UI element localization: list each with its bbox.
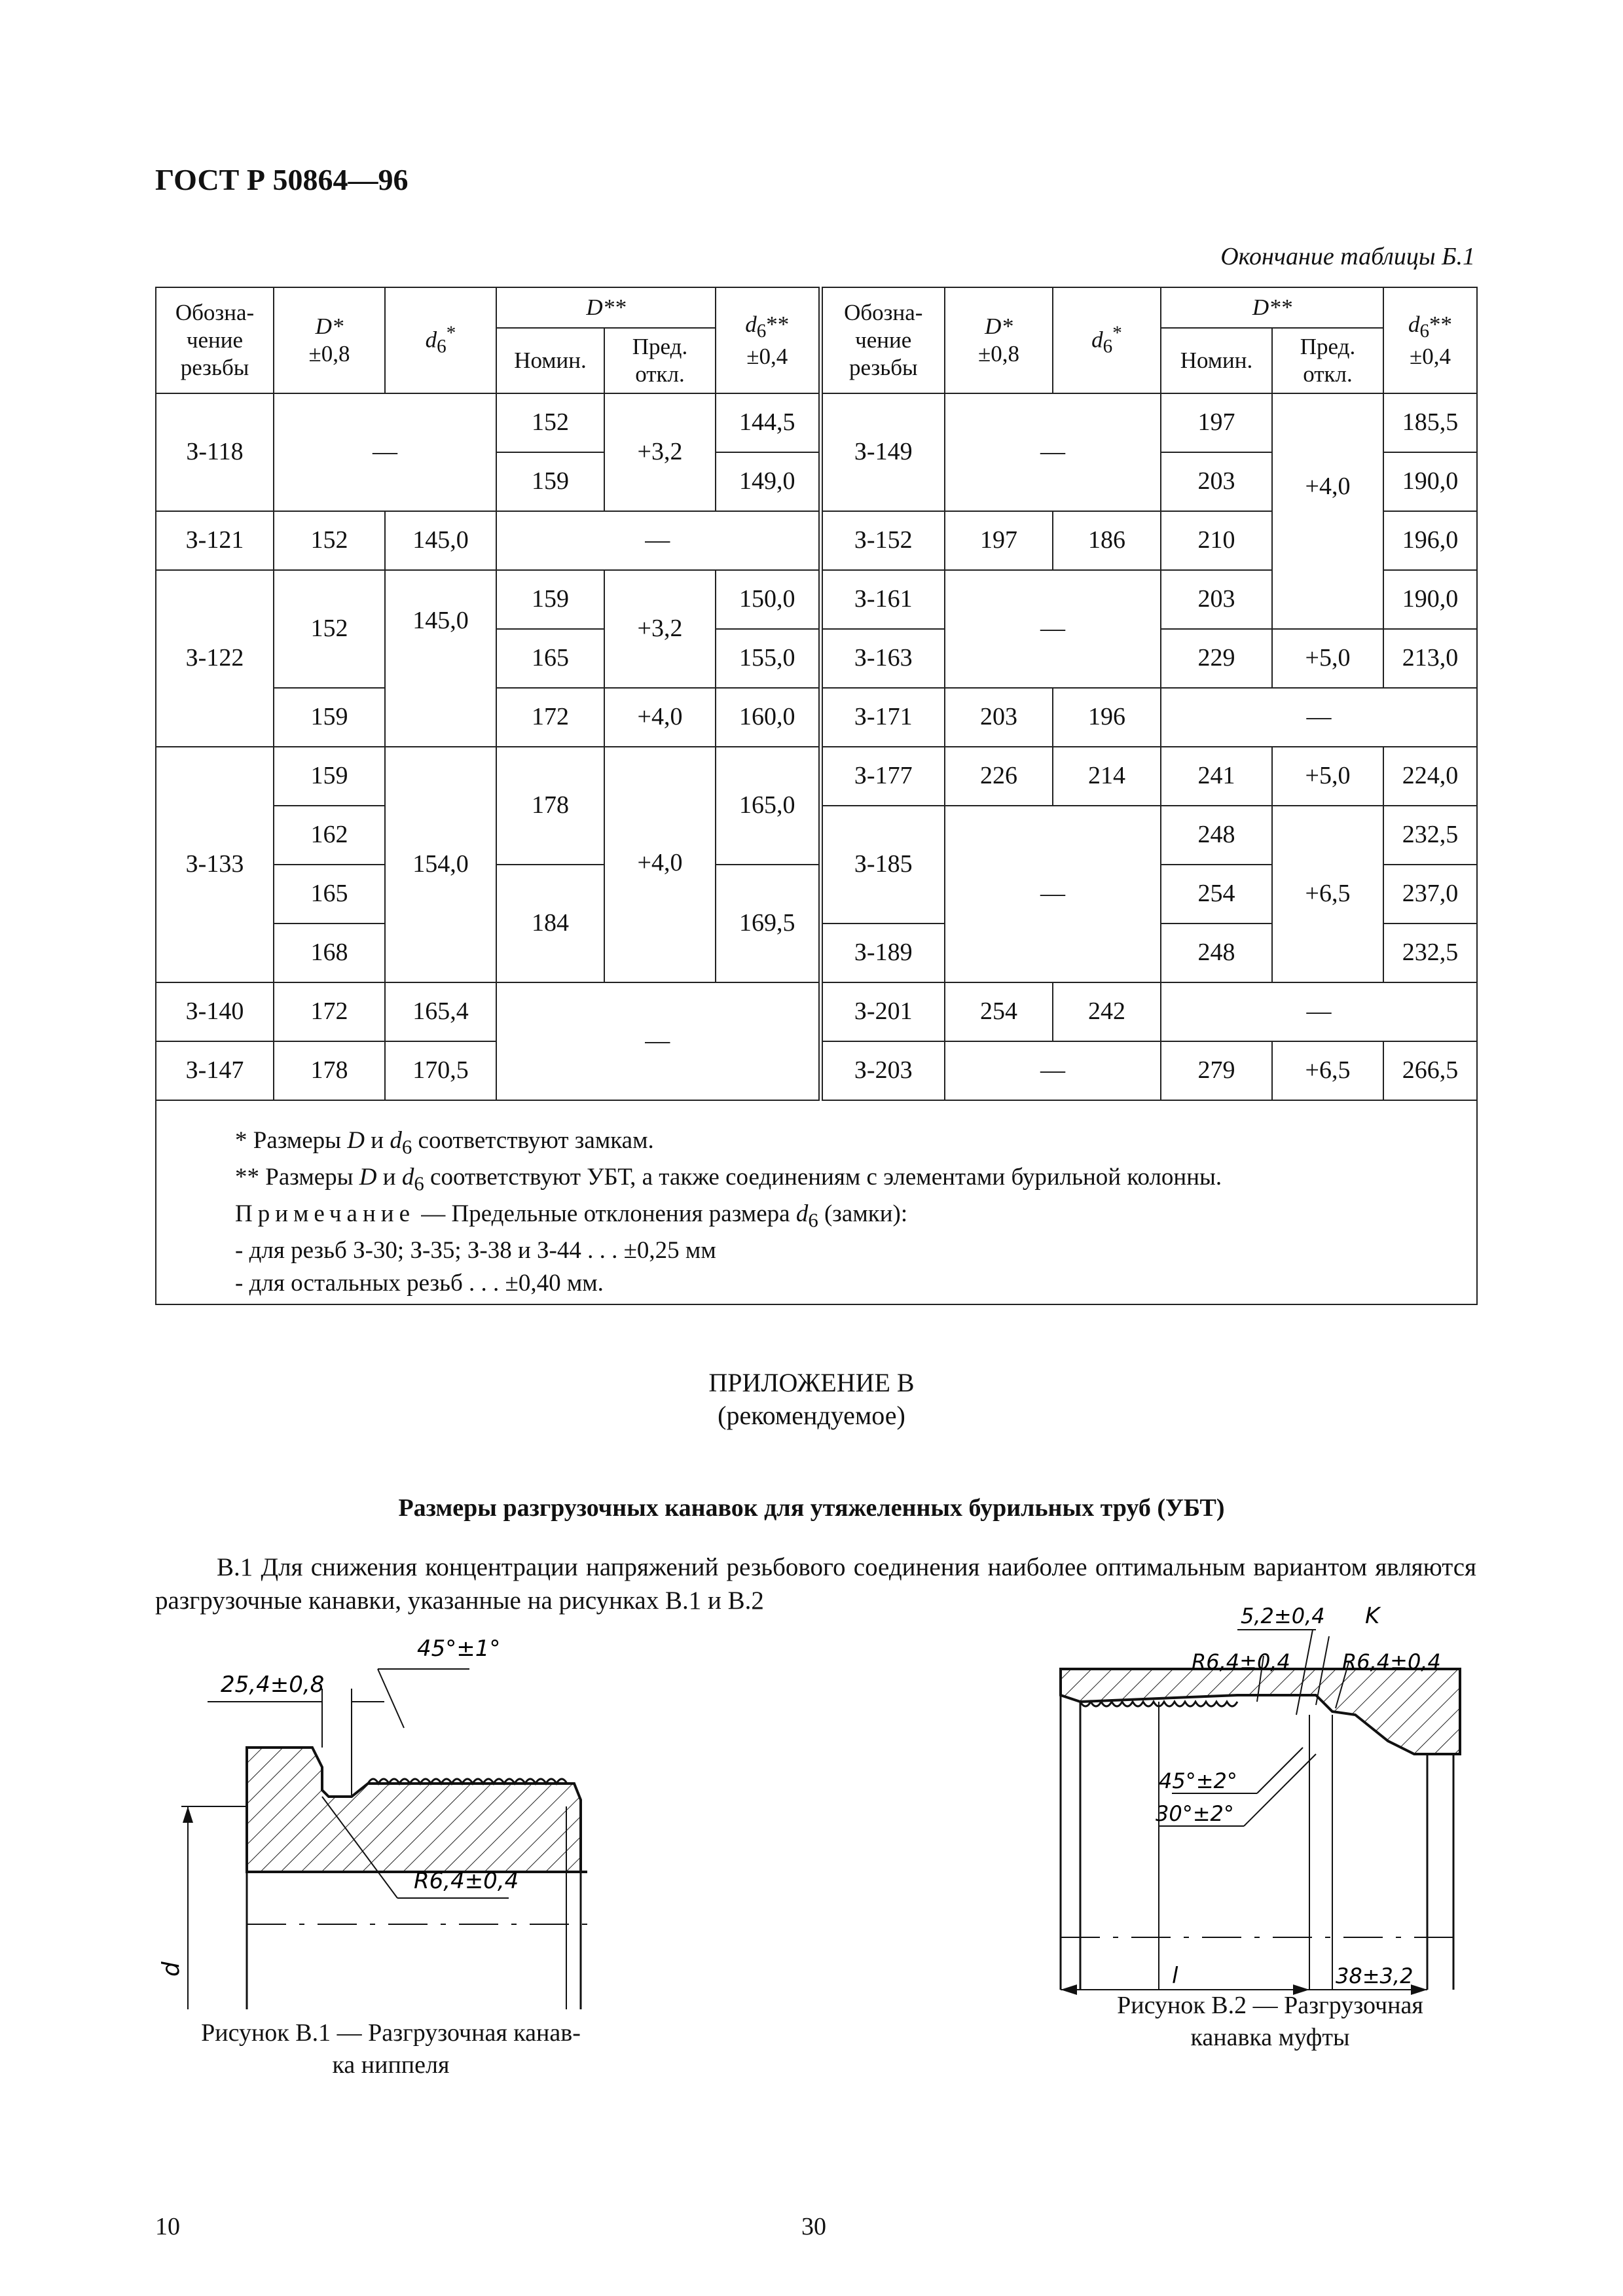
- cell-d6-star: 154,0: [385, 747, 496, 982]
- cell-d6: 144,5: [716, 393, 820, 452]
- cell-d-star: 165: [274, 865, 385, 924]
- thread-dimensions-table: [155, 287, 1478, 1305]
- cell-d6-right: 190,0: [1383, 570, 1477, 629]
- fig1-length-label: 25,4±0,8: [221, 1672, 325, 1698]
- cell-designation-right: З-177: [820, 747, 945, 806]
- cell-dash: —: [274, 393, 496, 511]
- cell-designation-right: З-163: [820, 629, 945, 688]
- note-3: Примечание — Предельные отклонения размера $d_6$ (замки):: [235, 1200, 908, 1232]
- cell-nominal: 159: [496, 570, 604, 629]
- header-d-dstar: D**: [496, 287, 716, 328]
- fig1-diameter-label: d: [158, 1962, 185, 1977]
- note-4: - для резьб З-30; З-35; З-38 и З-44 . . . ±0,25 мм: [235, 1237, 716, 1264]
- cell-nominal-right: 203: [1161, 570, 1272, 629]
- cell-nominal-right: 210: [1161, 511, 1272, 570]
- header-designation: Обозна- чение резьбы: [156, 287, 274, 393]
- cell-nominal-right: 229: [1161, 629, 1272, 688]
- cell-deviation-right: +6,5: [1272, 806, 1383, 982]
- cell-d6-star-right: 242: [1053, 982, 1161, 1041]
- cell-d6-right: 237,0: [1383, 865, 1477, 924]
- header-d-dstar-right: D**: [1161, 287, 1383, 328]
- cell-dash: —: [945, 393, 1161, 511]
- cell-d-star: 159: [274, 747, 385, 806]
- cell-d6-star: 145,0: [385, 511, 496, 570]
- fig2-radius-2-label: R6,4±0,4: [1342, 1649, 1441, 1674]
- fig2-l-label: l: [1172, 1963, 1178, 1989]
- cell-d6-star: 145,0: [385, 570, 496, 747]
- header-nominal-right: Номин.: [1161, 328, 1272, 393]
- note-2: ** Размеры D и $d_6$ соответствуют УБТ, а также соединениям с элементами бурильной колонны.: [235, 1164, 1222, 1195]
- cell-d6: 155,0: [716, 629, 820, 688]
- cell-d6: 150,0: [716, 570, 820, 629]
- cell-designation-right: З-201: [820, 982, 945, 1041]
- cell-d-star: 178: [274, 1041, 385, 1100]
- cell-designation: З-121: [156, 511, 274, 570]
- cell-designation-right: З-203: [820, 1041, 945, 1100]
- cell-dash: —: [1161, 982, 1477, 1041]
- cell-designation: З-147: [156, 1041, 274, 1100]
- cell-d6-right: 213,0: [1383, 629, 1477, 688]
- cell-nominal-right: 248: [1161, 924, 1272, 982]
- cell-d-star: 152: [274, 570, 385, 688]
- header-d-star-right: D* ±0,8: [945, 287, 1053, 393]
- cell-d6: 169,5: [716, 865, 820, 982]
- cell-deviation: +4,0: [604, 747, 716, 982]
- cell-d6-star-right: 196: [1053, 688, 1161, 747]
- cell-d6-star-right: 214: [1053, 747, 1161, 806]
- cell-d6: 165,0: [716, 747, 820, 865]
- cell-d6-star-right: 186: [1053, 511, 1161, 570]
- header-d6-dstar: $d_6**$ ±0,4: [716, 287, 820, 393]
- table-row: [156, 688, 1477, 747]
- cell-d-star: 168: [274, 924, 385, 982]
- cell-designation-right: З-171: [820, 688, 945, 747]
- figure-b2-drawing: [1041, 1597, 1499, 2003]
- cell-nominal: 159: [496, 452, 604, 511]
- fig2-length-label: 38±3,2: [1336, 1964, 1413, 1988]
- section-paragraph: В.1 Для снижения концентрации напряжений резьбового соединения наиболее оптимальным вариантом являются разгрузочные канавки, указанные на рисунках В.1 и В.2: [155, 1553, 1476, 1615]
- table-notes: [156, 1100, 1477, 1304]
- cell-deviation-right: +5,0: [1272, 747, 1383, 806]
- cell-d6-right: 185,5: [1383, 393, 1477, 452]
- header-deviation-right: Пред. откл.: [1272, 328, 1383, 393]
- header-d6-star: $d_6^*$: [385, 287, 496, 393]
- cell-nominal: 184: [496, 865, 604, 982]
- cell-d-star-right: 203: [945, 688, 1053, 747]
- cell-deviation: +3,2: [604, 393, 716, 511]
- note-5: - для остальных резьб . . . ±0,40 мм.: [235, 1269, 604, 1297]
- table-notes-row: [156, 1100, 1477, 1304]
- cell-dash: —: [496, 511, 820, 570]
- cell-deviation-right: +6,5: [1272, 1041, 1383, 1100]
- cell-d6-star: 170,5: [385, 1041, 496, 1100]
- cell-d6-right: 224,0: [1383, 747, 1477, 806]
- coupling-body: [1061, 1669, 1460, 1990]
- cell-d6-right: 266,5: [1383, 1041, 1477, 1100]
- cell-dash: —: [1161, 688, 1477, 747]
- cell-designation: З-133: [156, 747, 274, 982]
- cell-dash: —: [496, 982, 820, 1100]
- cell-designation: З-140: [156, 982, 274, 1041]
- cell-nominal-right: 279: [1161, 1041, 1272, 1100]
- fig1-angle-label: 45°±1°: [417, 1636, 501, 1662]
- fig2-k-label: K: [1365, 1603, 1380, 1629]
- header-deviation: Пред. откл.: [604, 328, 716, 393]
- fig2-angle-2-label: 30°±2°: [1156, 1801, 1234, 1826]
- table-caption: Окончание таблицы Б.1: [1220, 243, 1475, 270]
- cell-d-star: 152: [274, 511, 385, 570]
- cell-d6: 160,0: [716, 688, 820, 747]
- cell-d-star: 159: [274, 688, 385, 747]
- document-title: ГОСТ Р 50864—96: [155, 163, 409, 196]
- cell-designation: З-122: [156, 570, 274, 747]
- cell-nominal-right: 248: [1161, 806, 1272, 865]
- cell-nominal: 178: [496, 747, 604, 865]
- cell-nominal-right: 197: [1161, 393, 1272, 452]
- cell-deviation: +4,0: [604, 688, 716, 747]
- cell-d6-right: 232,5: [1383, 806, 1477, 865]
- appendix-block: [0, 1367, 1623, 1432]
- figure-b1-drawing: [155, 1610, 627, 2016]
- cell-designation: З-118: [156, 393, 274, 511]
- fig2-radius-1-label: R6,4±0,4: [1192, 1649, 1290, 1674]
- fig2-angle-1-label: 45°±2°: [1159, 1768, 1237, 1793]
- cell-nominal-right: 254: [1161, 865, 1272, 924]
- cell-d-star: 172: [274, 982, 385, 1041]
- appendix-subtitle: (рекомендуемое): [718, 1401, 905, 1430]
- cell-dash: —: [945, 806, 1161, 982]
- cell-nominal: 165: [496, 629, 604, 688]
- cell-d6-star: 165,4: [385, 982, 496, 1041]
- cell-designation-right: З-149: [820, 393, 945, 511]
- figure-b2-caption: Рисунок В.2 — Разгрузочная канавка муфты: [1117, 1992, 1423, 2052]
- header-d-star: D* ±0,8: [274, 287, 385, 393]
- cell-designation-right: З-189: [820, 924, 945, 982]
- cell-designation-right: З-185: [820, 806, 945, 924]
- cell-nominal: 152: [496, 393, 604, 452]
- table-row: [156, 393, 1477, 452]
- cell-d6-right: 232,5: [1383, 924, 1477, 982]
- header-d6-star-right: $d_6^*$: [1053, 287, 1161, 393]
- cell-nominal: 172: [496, 688, 604, 747]
- cell-d-star-right: 197: [945, 511, 1053, 570]
- cell-d6-right: 196,0: [1383, 511, 1477, 570]
- cell-deviation-right: +5,0: [1272, 629, 1383, 688]
- header-designation-right: Обозна- чение резьбы: [820, 287, 945, 393]
- appendix-title: ПРИЛОЖЕНИЕ В: [708, 1368, 915, 1397]
- cell-dash: —: [945, 570, 1161, 688]
- page-number-left: 10: [155, 2213, 180, 2240]
- cell-d-star-right: 226: [945, 747, 1053, 806]
- table-row: [156, 982, 1477, 1041]
- cell-d-star: 162: [274, 806, 385, 865]
- section-heading: Размеры разгрузочных канавок для утяжеленных бурильных труб (УБТ): [398, 1494, 1225, 1522]
- cell-deviation-right: +4,0: [1272, 393, 1383, 629]
- table-header-row-1: [156, 287, 1477, 328]
- page-number-center: 30: [801, 2213, 826, 2240]
- header-nominal: Номин.: [496, 328, 604, 393]
- figure-b1-caption: Рисунок В.1 — Разгрузочная канав- ка ниппеля: [201, 2019, 581, 2079]
- cell-dash: —: [945, 1041, 1161, 1100]
- cell-d6-right: 190,0: [1383, 452, 1477, 511]
- note-1: * Размеры D и $d_6$ соответствуют замкам.: [235, 1127, 654, 1158]
- cell-nominal-right: 241: [1161, 747, 1272, 806]
- table-row: [156, 747, 1477, 806]
- fig2-top-label: 5,2±0,4: [1241, 1604, 1325, 1628]
- cell-designation-right: З-152: [820, 511, 945, 570]
- cell-d6: 149,0: [716, 452, 820, 511]
- cell-nominal-right: 203: [1161, 452, 1272, 511]
- header-d6-dstar-right: $d_6**$ ±0,4: [1383, 287, 1477, 393]
- cell-d-star-right: 254: [945, 982, 1053, 1041]
- fig1-radius-label: R6,4±0,4: [414, 1868, 519, 1894]
- cell-deviation: +3,2: [604, 570, 716, 688]
- cell-designation-right: З-161: [820, 570, 945, 629]
